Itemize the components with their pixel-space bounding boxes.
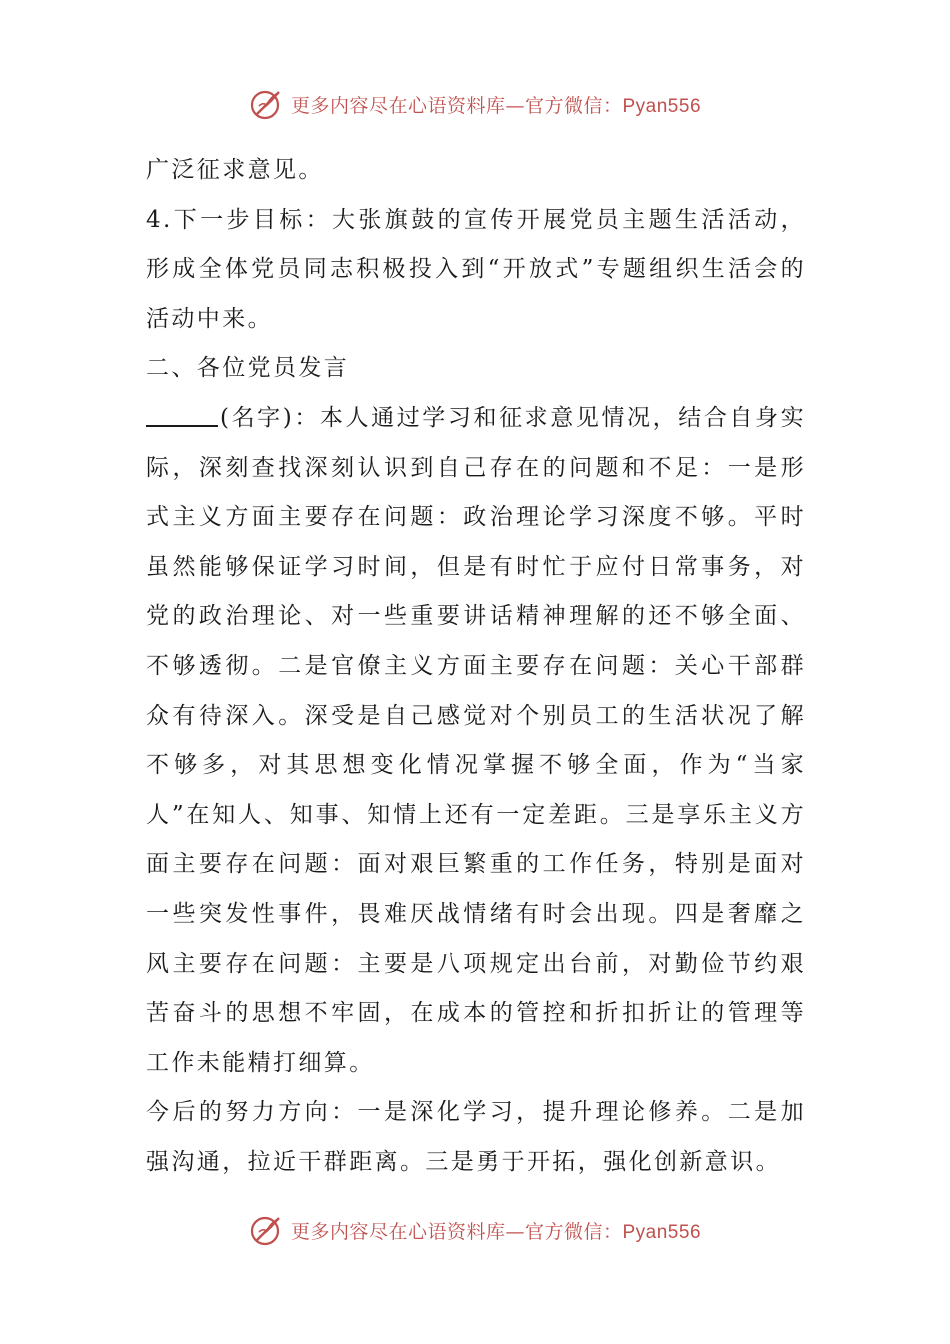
watermark-account: Pyan556 (622, 95, 702, 117)
name-blank-underline (146, 399, 218, 427)
paragraph-1: 广泛征求意见。 (146, 157, 324, 183)
quill-logo-icon (249, 1212, 285, 1248)
paragraph-speech (146, 394, 806, 1088)
quill-logo-icon (249, 86, 285, 122)
paragraph-direction: 今后的努力方向：一是深化学习，提升理论修养。二是加强沟通，拉近干群距离。三是勇于开拓，强化创新意识。 (146, 1099, 806, 1175)
watermark-text: 更多内容尽在心语资料库—官方微信：Pyan556 (290, 1220, 702, 1243)
document-body (146, 146, 806, 1187)
section-heading: 二、各位党员发言 (146, 355, 350, 382)
paragraph-2: 4.下一步目标：大张旗鼓的宣传开展党员主题生活活动，形成全体党员同志积极投入到“开放式”专题组织生活会的活动中来。 (146, 206, 806, 332)
watermark-footer (0, 1210, 950, 1250)
watermark-text: 更多内容尽在心语资料库—官方微信：Pyan556 (290, 94, 702, 117)
speech-text: (名字)：本人通过学习和征求意见情况，结合自身实际，深刻查找深刻认识到自己存在的问题和不足：一是形式主义方面主要存在问题：政治理论学习深度不够。平时虽然能够保证学习时间，但是有时忙于应付日常事务，对党的政治理论、对一些重要讲话精神理解的还不够全面、不够透彻。二是官僚主义方面主要存在问题：关心干部群众有待深入。深受是自己感觉对个别员工的生活状况了解不够多，对其思想变化情况掌握不够全面，作为“当家人”在知人、知事、知情上还有一定差距。三是享乐主义方面主要存在问题：面对艰巨繁重的工作任务，特别是面对一些突发性事件，畏难厌战情绪有时会出现。四是奢靡之风主要存在问题：主要是八项规定出台前，对勤俭节约艰苦奋斗的思想不牢固，在成本的管控和折扣折让的管理等工作未能精打细算。 (146, 404, 806, 1076)
watermark-header (0, 84, 950, 124)
watermark-account: Pyan556 (622, 1221, 702, 1243)
